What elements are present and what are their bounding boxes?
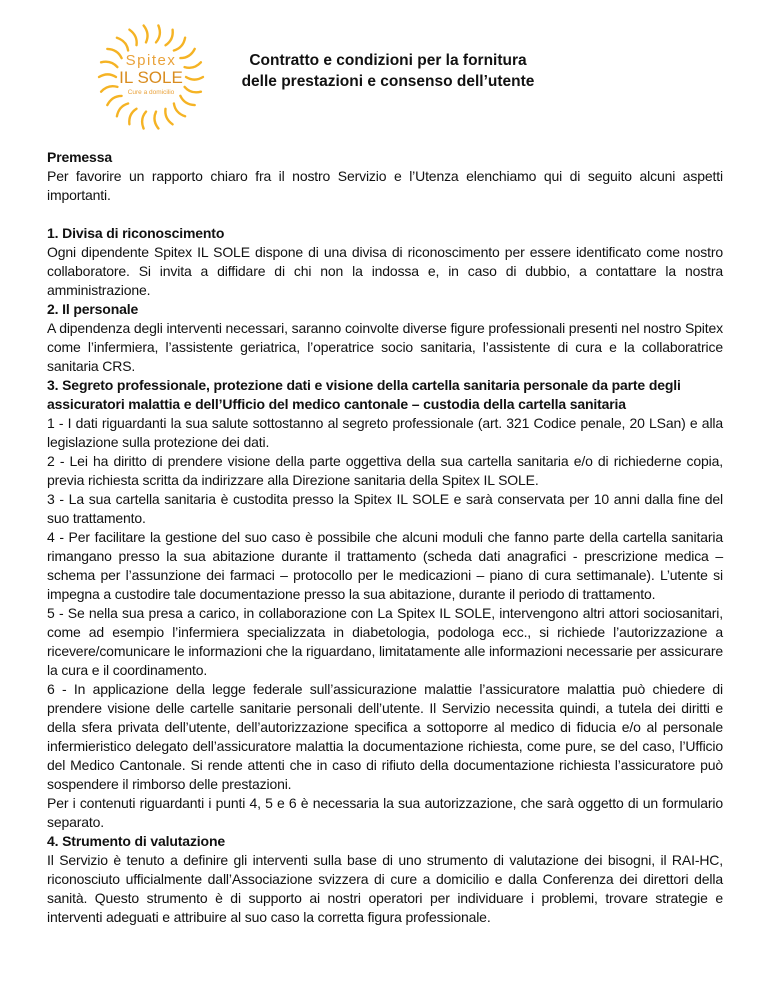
section-heading-segreto-professionale: 3. Segreto professionale, protezione dati e visione della cartella sanitaria personale da parte degli assicuratori malattia e dell’Ufficio del medico cantonale – custodia della cartella sanitaria (47, 377, 681, 412)
sun-logo-icon (96, 22, 206, 132)
section-text-divisa: Ogni dipendente Spitex IL SOLE dispone di una divisa di riconoscimento per essere identificato come nostro collaboratore. Si invita a diffidare di chi non la indossa e, in caso di dubbio, a contattare la nostra amministrazione. (47, 244, 723, 298)
section-item-1: 1 - I dati riguardanti la sua salute sottostanno al segreto professionale (art. 321 Codice penale, 20 LSan) e alla legislazione sulla protezione dei dati. (47, 415, 723, 450)
sun-ray (165, 109, 172, 125)
sun-ray (174, 104, 185, 117)
sun-ray (186, 77, 203, 80)
logo-text-il-sole: IL SOLE (119, 68, 183, 87)
section-item-3: 3 - La sua cartella sanitaria è custodita presso la Spitex IL SOLE e sarà conservata per 10 anni dalla fine del suo trattamento. (47, 491, 723, 526)
sun-ray (144, 26, 148, 43)
spitex-il-sole-logo (96, 22, 206, 132)
sun-ray (154, 112, 158, 129)
sun-ray (156, 26, 160, 43)
section-text-personale: A dipendenza degli interventi necessari, saranno coinvolte diverse figure professionali presenti nel nostro Spitex come l’infermiera, l’assistente geriatrica, l’operatrice socio sanitaria, l’assistente di cura e la collaboratrice sanitaria CRS. (47, 320, 723, 374)
sun-ray (129, 109, 136, 125)
sun-ray (99, 74, 116, 77)
logo-text-spitex: Spitex (125, 52, 177, 69)
sun-ray (107, 49, 121, 58)
section-item-5: 5 - Se nella sua presa a carico, in collaborazione con La Spitex IL SOLE, intervengono altri attori sociosanitari, come ad esempio l’infermiera specializzata in diabetologia, podologa ecc., si richiede l’autorizzazione a ricevere/comunicare le informazioni che la riguardano, limitatamente alle informazioni necessarie per assicurare la cura e il coordinamento. (47, 605, 723, 678)
section-heading-strumento-valutazione: 4. Strumento di valutazione (47, 833, 225, 849)
section-text-premessa: Per favorire un rapporto chiaro fra il nostro Servizio e l’Utenza elenchiamo qui di seguito alcuni aspetti importanti. (47, 168, 723, 203)
sun-ray (180, 49, 194, 58)
document-title-line-1: Contratto e condizioni per la fornitura (249, 52, 527, 69)
section-item-2: 2 - Lei ha diritto di prendere visione della parte oggettiva della sua cartella sanitaria e/o di richiederne copia, previa richiesta scritta da indirizzare alla Direzione sanitaria della Spitex IL SOLE. (47, 453, 723, 488)
sun-ray (117, 104, 128, 117)
section-item-4: 4 - Per facilitare la gestione del suo caso è possibile che alcuni moduli che fanno parte della cartella sanitaria rimangano presso la sua abitazione durante il trattamento (scheda dati anagrafici - prescrizione medica – schema per l’assunzione dei farmaci – protocollo per le medicazioni – piano di cura settimanale). L’utente si impegna a custodire tale documentazione presso la sua abitazione, durante il periodo di trattamento. (47, 529, 723, 602)
sun-ray (166, 30, 173, 46)
section-heading-divisa: 1. Divisa di riconoscimento (47, 225, 225, 241)
logo-text-tagline: Cure a domicilio (127, 89, 175, 96)
document-body (47, 148, 723, 927)
sun-ray (129, 30, 136, 46)
section-heading-personale: 2. Il personale (47, 301, 139, 317)
document-title-line-2: delle prestazioni e consenso dell’utente (241, 73, 535, 90)
section-text-strumento-valutazione: Il Servizio è tenuto a definire gli interventi sulla base di uno strumento di valutazione dei bisogni, il RAI-HC, riconosciuto ufficialmente dall’Associazione svizzera di cure a domicilio e dalla Conferenza dei direttori della sanità. Questo strumento è di supporto ai nostri operatori per individuare i problemi, trovare strategie e interventi adeguati e attribuire al suo caso la corretta figura professionale. (47, 852, 723, 925)
sun-ray (185, 87, 201, 92)
sun-ray (107, 96, 121, 105)
document-title (208, 50, 568, 92)
section-item-6: 6 - In applicazione della legge federale sull’assicurazione malattie l’assicuratore malattia può chiedere di prendere visione delle cartelle sanitarie personali dell’utente. Il Servizio necessita quindi, a tutela dei diritti e della sfera privata dell’utente, dell’autorizzazione specifica a sottoporre al medico di fiducia e/o al personale infermieristico delegato dell’assicuratore malattia la documentazione richiesta, come pure, se del caso, l’Ufficio del Medico Cantonale. Si rende attenti che in caso di rifiuto della documentazione richiesta l’assicuratore può sospendere il rimborso delle prestazioni. (47, 681, 723, 792)
paragraph-gap (47, 205, 723, 224)
sun-ray (174, 38, 185, 51)
sun-ray (101, 62, 117, 67)
section-heading-premessa: Premessa (47, 149, 112, 165)
sun-ray (180, 96, 194, 105)
sun-ray (101, 86, 117, 92)
section-closing-note: Per i contenuti riguardanti i punti 4, 5 e 6 è necessaria la sua autorizzazione, che sarà oggetto di un formulario separato. (47, 795, 723, 830)
sun-ray (117, 38, 128, 51)
sun-ray (185, 62, 201, 68)
sun-ray (142, 112, 146, 129)
